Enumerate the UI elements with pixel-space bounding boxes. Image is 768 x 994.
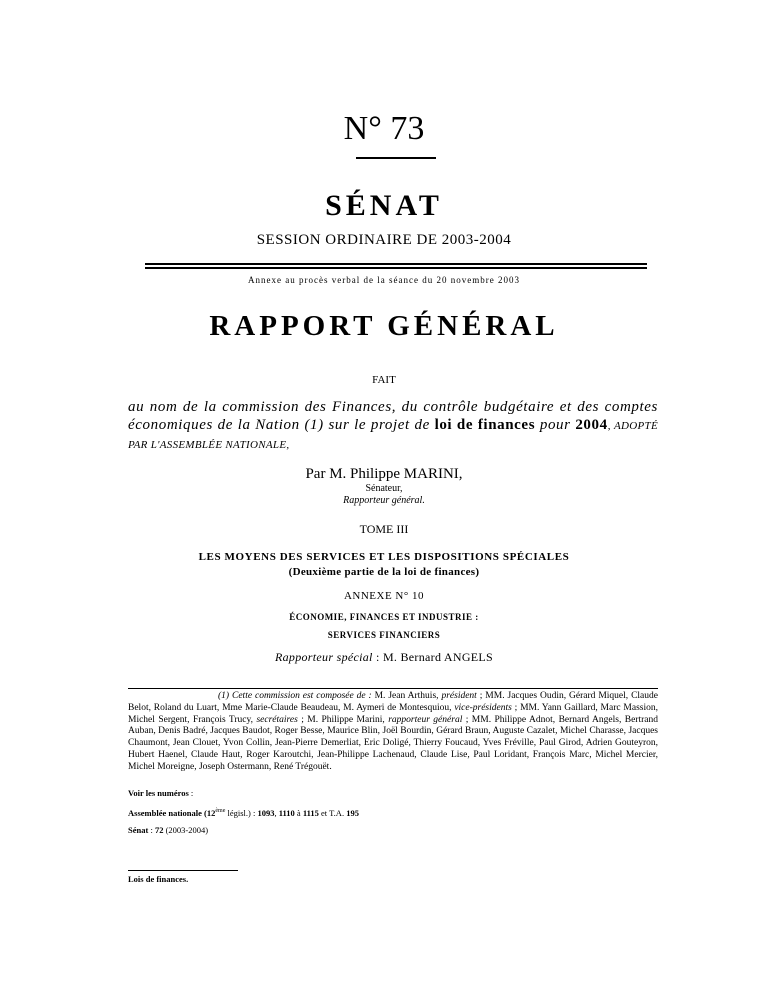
senat-num: 72 (154, 825, 164, 835)
footer-category: Lois de finances. (128, 874, 189, 884)
an-sup: ème (215, 808, 226, 815)
commission-text-2: ; MM. Jacques Oudin, Gérard Miquel, Claude Belot, Roland du Luart, Mme Marie-Claude Beaudeau, M. Aymeri de Montesquiou, (128, 691, 658, 713)
intro-text: au nom de la commission des Finances, du contrôle budgétaire et des comptes économiques de la Nation (1) sur le projet de (128, 399, 658, 433)
commission-secretaires: secrétaires (256, 714, 298, 725)
an-legis: législ.) : (225, 808, 258, 818)
intro-year: 2004 (575, 417, 608, 433)
an-a: à (294, 808, 303, 818)
tome-label: TOME III (359, 522, 409, 536)
commission-text-3: ; MM. Yann Gaillard, Marc Massion, Michel Sergent, François Trucy, (128, 702, 658, 725)
an-n1: 1093 (257, 808, 275, 818)
see-numbers (128, 788, 193, 798)
intro-paragraph (128, 398, 658, 454)
commission-rule (128, 688, 658, 689)
special-rapporteur-label: Rapporteur spécial (274, 650, 373, 664)
commission-text-5: ; MM. Philippe Adnot, Bernard Angels, Bertrand Auban, Denis Badré, Jacques Baudot, Roger Besse, Maurice Blin, Joël Bourdin, Gérard Braun, Auguste Cazalet, Michel Charasse, Jacques Chaumont, Jean Clouet, Yvon Collin, Jean-Pierre Demerliat, Eric Doligé, Thierry Foucaud, Yves Fréville, Paul Girod, Adrien Gouteyron, Hubert Haenel, Claude Haut, Roger Karoutchi, Jean-Philippe Lachenaud, Claude Lise, Paul Loridant, François Marc, Michel Mercier, Michel Moreigne, Joseph Ostermann, René Trégouët. (128, 714, 658, 772)
fait-label: FAIT (372, 374, 396, 386)
chamber-name: SÉNAT (325, 189, 443, 222)
intro-pour: pour (539, 417, 571, 433)
see-numbers-label: Voir les numéros (128, 788, 189, 798)
annex-proces-verbal: Annexe au procès verbal de la séance du 20 novembre 2003 (248, 275, 520, 285)
commission-rapporteur: rapporteur général (388, 714, 463, 725)
author-line: Par M. Philippe MARINI, (305, 466, 463, 482)
commission-lead: (1) Cette commission est composée de : (218, 691, 372, 701)
commission-footnote (128, 691, 658, 774)
an-label: Assemblée nationale (128, 808, 202, 818)
assemblee-ref (128, 808, 359, 818)
double-rule-top (145, 263, 647, 265)
see-numbers-sep: : (188, 788, 194, 798)
footer-rule (128, 870, 238, 871)
number-underline (356, 157, 436, 159)
an-c1: , (274, 808, 279, 818)
an-et: et T.A. (318, 808, 347, 818)
senat-year: (2003-2004) (163, 825, 209, 835)
section-subtitle: (Deuxième partie de la loi de finances) (288, 566, 480, 578)
special-rapporteur (0, 650, 768, 665)
an-n3: 1115 (302, 808, 319, 818)
ministry-title: ÉCONOMIE, FINANCES ET INDUSTRIE : (289, 612, 479, 622)
author-function: Rapporteur général. (343, 495, 425, 506)
commission-text-1: M. Jean Arthuis, (371, 691, 442, 701)
senat-label: Sénat (128, 825, 149, 835)
special-rapporteur-name: M. Bernard ANGELS (382, 650, 494, 664)
annex-number: ANNEXE N° 10 (343, 590, 425, 602)
subject-title: SERVICES FINANCIERS (327, 630, 441, 640)
commission-president: président (441, 691, 477, 701)
an-n2: 1110 (278, 808, 295, 818)
senat-ref (128, 825, 208, 835)
commission-text-4: ; M. Philippe Marini, (297, 714, 389, 725)
an-ta: 195 (346, 808, 359, 818)
intro-adopted: , ADOPTÉ PAR L'ASSEMBLÉE NATIONALE, (128, 420, 658, 451)
an-open: (12 (201, 808, 216, 818)
section-title: LES MOYENS DES SERVICES ET LES DISPOSITIONS SPÉCIALES (198, 551, 570, 563)
double-rule-bottom (145, 267, 647, 269)
intro-bill: loi de finances (434, 417, 536, 433)
author-role: Sénateur, (365, 483, 403, 494)
session-line: SESSION ORDINAIRE DE 2003-2004 (256, 232, 512, 248)
report-title: RAPPORT GÉNÉRAL (209, 310, 559, 342)
senat-sep: : (148, 825, 155, 835)
commission-vp: vice-présidents (454, 702, 512, 713)
special-rapporteur-sep: : (372, 650, 383, 664)
document-number: N° 73 (343, 110, 425, 147)
